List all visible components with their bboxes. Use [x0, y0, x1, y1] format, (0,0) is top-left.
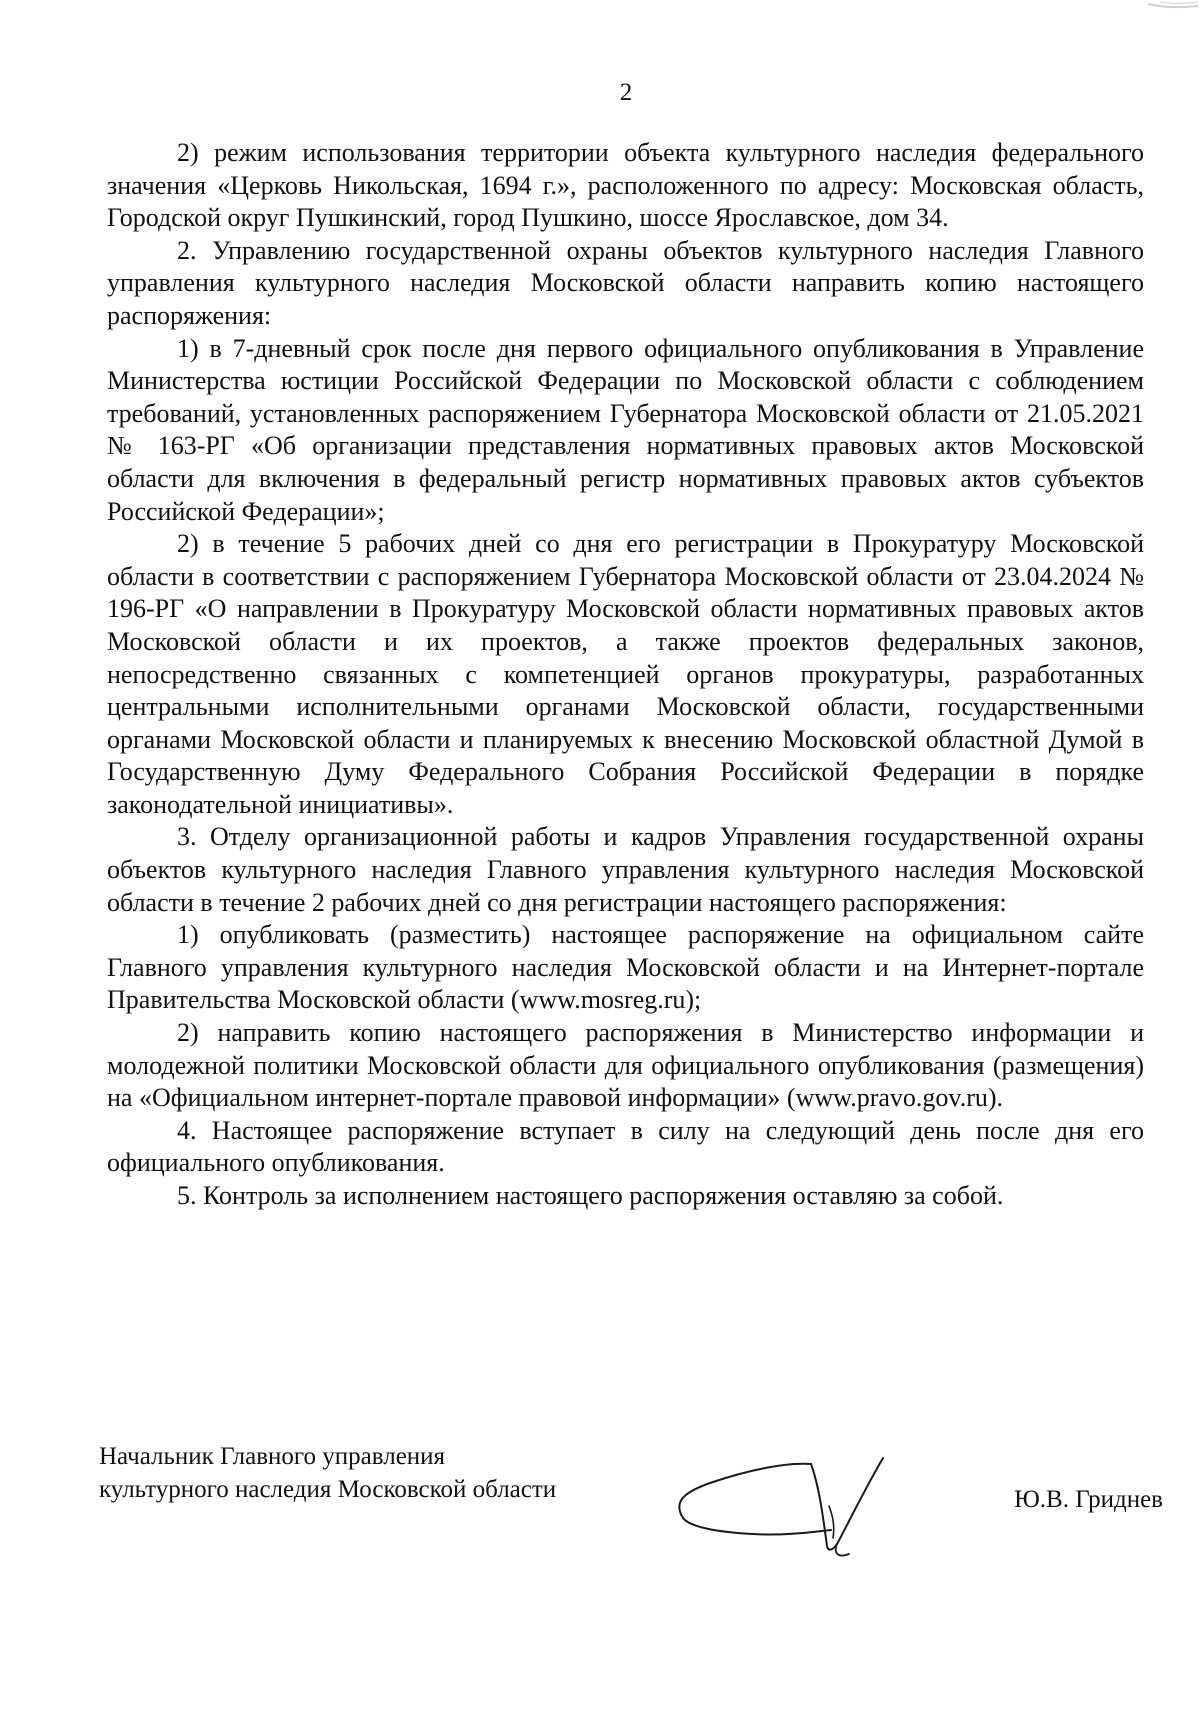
document-body: [107, 137, 1144, 1213]
paragraph-section-2-item-2: 2) в течение 5 рабочих дней со дня его регистрации в Прокуратуру Московской области в соответствии с распоряжением Губернатора Московской области от 23.04.2024 № 196-РГ «О направлении в Прокуратуру Московской области нормативных правовых актов Московской области и их проектов, а также проектов федеральных законов, непосредственно связанных с компетенцией органов прокуратуры, разработанных центральными исполнительными органами Московской области, государственными органами Московской области и планируемых к внесению Московской областной Думой в Государственную Думу Федерального Собрания Российской Федерации в порядке законодательной инициативы».: [107, 529, 1144, 819]
signer-position-line-2: культурного наследия Московской области: [99, 1476, 557, 1503]
page-number: 2: [619, 79, 633, 106]
paragraph-section-5: 5. Контроль за исполнением настоящего распоряжения оставляю за собой.: [177, 1181, 1004, 1210]
paragraph-item-2-2: 2) режим использования территории объекта культурного наследия федерального значения «Церковь Никольская, 1694 г.», расположенного по адресу: Московская область, Городской округ Пушкинский, город Пушкино, шоссе Ярославское, дом 34.: [107, 138, 1144, 233]
paragraph-section-2: 2. Управлению государственной охраны объектов культурного наследия Главного управления культурного наследия Московской области направить копию настоящего распоряжения:: [107, 235, 1144, 330]
paragraph-section-3-item-1: 1) опубликовать (разместить) настоящее распоряжение на официальном сайте Главного управления культурного наследия Московской области и на Интернет-портале Правительства Московской области (www.mosreg.ru);: [107, 920, 1144, 1015]
signature-block: [99, 1440, 1163, 1560]
signer-position-line-1: Начальник Главного управления: [99, 1443, 446, 1470]
paragraph-section-3: 3. Отделу организационной работы и кадров Управления государственной охраны объектов культурного наследия Главного управления культурного наследия Московской области в течение 2 рабочих дней со дня регистрации настоящего распоряжения:: [107, 822, 1144, 917]
paragraph-section-2-item-1: 1) в 7-дневный срок после дня первого официального опубликования в Управление Министерства юстиции Российской Федерации по Московской области с соблюдением требований, установленных распоряжением Губернатора Московской области от 21.05.2021 № 163-РГ «Об организации представления нормативных правовых актов Московской области для включения в федеральный регистр нормативных правовых актов субъектов Российской Федерации»;: [107, 333, 1144, 526]
paragraph-section-3-item-2: 2) направить копию настоящего распоряжения в Министерство информации и молодежной политики Московской области для официального опубликования (размещения) на «Официальном интернет-портале правовой информации» (www.pravo.gov.ru).: [107, 1018, 1144, 1113]
scan-edge-mark: [1140, 0, 1200, 12]
paragraph-section-4: 4. Настоящее распоряжение вступает в силу на следующий день после дня его официального опубликования.: [107, 1115, 1144, 1178]
signer-position: [99, 1440, 556, 1506]
handwritten-signature: [633, 1446, 933, 1566]
signer-name: Ю.В. Гриднев: [1014, 1486, 1163, 1513]
